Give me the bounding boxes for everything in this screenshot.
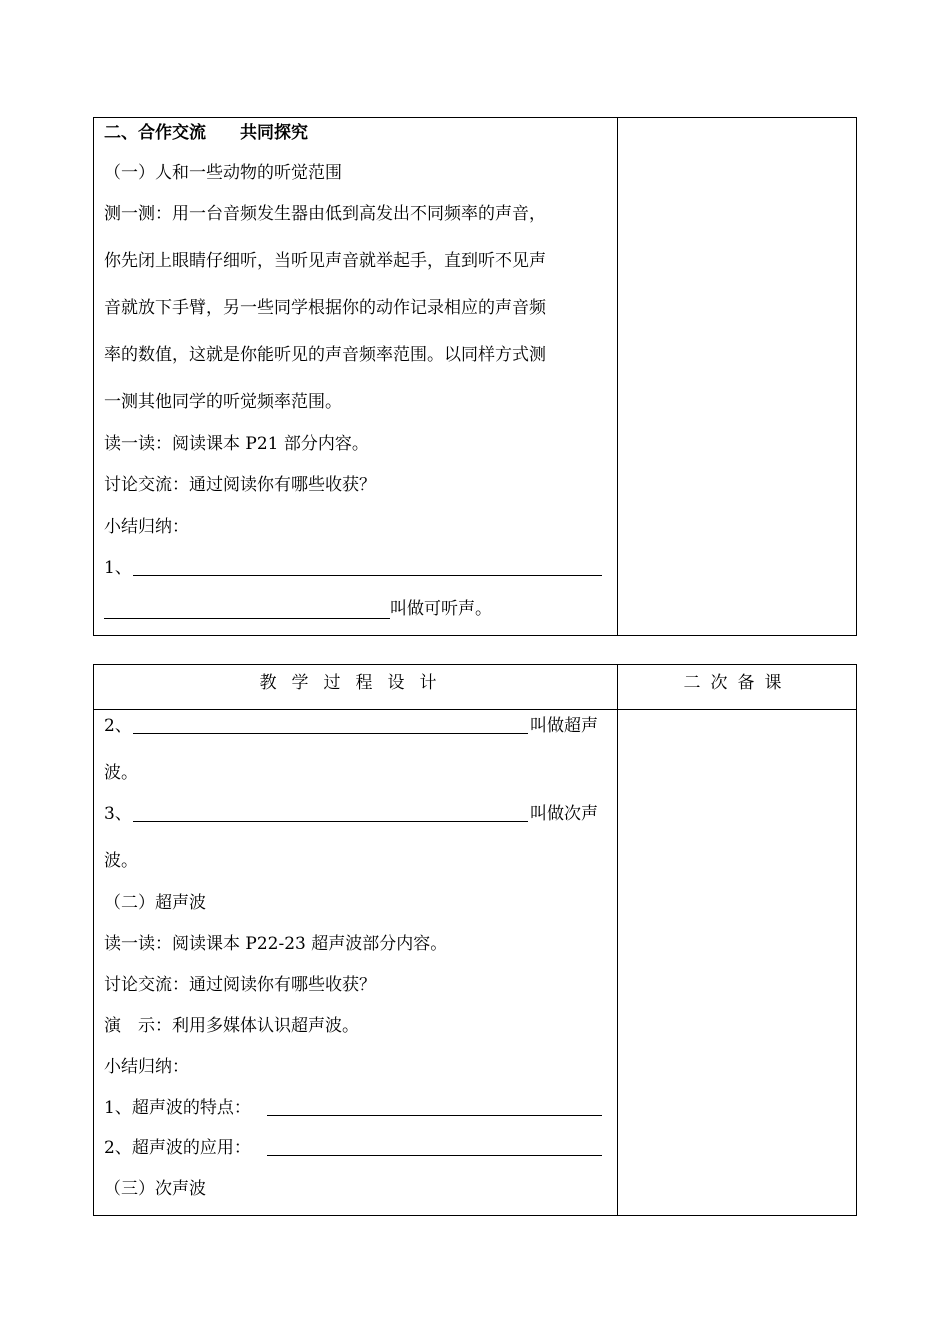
summary-label: 小结归纳： xyxy=(104,517,189,537)
discuss-instruction: 讨论交流：通过阅读你有哪些收获？ xyxy=(104,475,376,495)
para-line-2: 你先闭上眼睛仔细听，当听见声音就举起手，直到听不见声 xyxy=(104,251,546,271)
item-3-continuation: 波。 xyxy=(104,851,138,871)
item-3-blank-line xyxy=(133,821,528,822)
ultrasound-feature-label: 1、超声波的特点： xyxy=(104,1098,251,1118)
summary-label: 小结归纳： xyxy=(104,1057,189,1077)
lesson-table-part2 xyxy=(93,664,857,1216)
discuss-instruction: 讨论交流：通过阅读你有哪些收获？ xyxy=(104,975,376,995)
para-line-1: 测一测：用一台音频发生器由低到高发出不同频率的声音， xyxy=(104,204,546,224)
item-2-continuation: 波。 xyxy=(104,763,138,783)
header-divider xyxy=(94,709,856,710)
item-3-suffix: 叫做次声 xyxy=(530,804,598,824)
ultrasound-application-blank xyxy=(267,1155,602,1156)
header-second-preparation: 二次备课 xyxy=(683,673,792,693)
para-line-3: 音就放下手臂，另一些同学根据你的动作记录相应的声音频 xyxy=(104,298,546,318)
para-line-5: 一测其他同学的听觉频率范围。 xyxy=(104,392,342,412)
ultrasound-feature-blank xyxy=(267,1115,602,1116)
read-instruction: 读一读：阅读课本 P22-23 超声波部分内容。 xyxy=(104,934,448,954)
lesson-table-part1 xyxy=(93,117,857,636)
ultrasound-application-label: 2、超声波的应用： xyxy=(104,1138,251,1158)
item-1-suffix: 叫做可听声。 xyxy=(390,599,492,619)
column-divider xyxy=(617,665,618,1215)
item-1-blank-line-2 xyxy=(104,618,390,619)
item-3-prefix: 3、 xyxy=(104,804,132,824)
subsection-ultrasound: （二）超声波 xyxy=(104,893,206,913)
section-heading: 二、合作交流 共同探究 xyxy=(104,123,308,143)
item-2-prefix: 2、 xyxy=(104,716,132,736)
item-2-blank-line xyxy=(133,733,528,734)
item-1-prefix: 1、 xyxy=(104,558,132,578)
demo-instruction: 演 示：利用多媒体认识超声波。 xyxy=(104,1016,359,1036)
item-2-suffix: 叫做超声 xyxy=(530,716,598,736)
column-divider xyxy=(617,118,618,635)
header-teaching-process-design: 教学过程设计 xyxy=(259,673,452,693)
subsection-infrasound: （三）次声波 xyxy=(104,1179,206,1199)
para-line-4: 率的数值，这就是你能听见的声音频率范围。以同样方式测 xyxy=(104,345,546,365)
subsection-hearing-range: （一）人和一些动物的听觉范围 xyxy=(104,163,342,183)
item-1-blank-line xyxy=(133,575,602,576)
read-instruction: 读一读：阅读课本 P21 部分内容。 xyxy=(104,434,369,454)
